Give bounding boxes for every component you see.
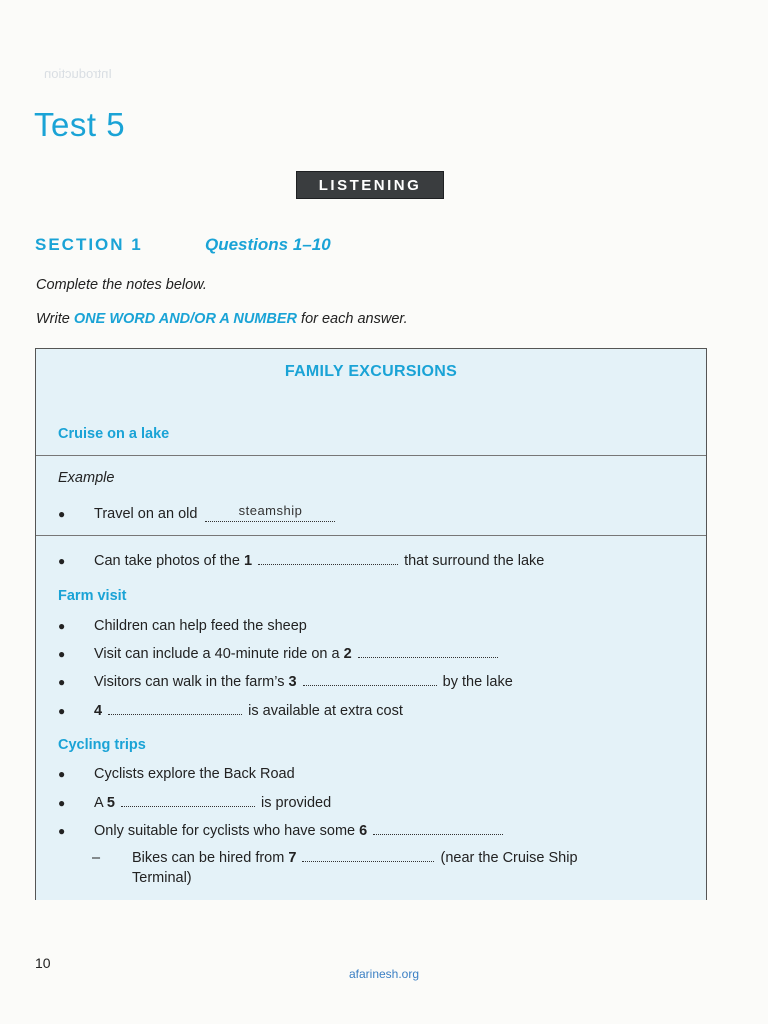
page-number: 10 <box>35 955 51 971</box>
cycling-bullet-1 <box>58 764 295 784</box>
q7-text-post: (near the Cruise Ship <box>440 850 578 866</box>
bullet-dot-icon: ● <box>58 767 66 781</box>
divider-after-example <box>36 535 706 536</box>
section-heading: SECTION 1 <box>35 235 143 254</box>
q2-number: 2 <box>343 646 352 662</box>
instruction-word-limit-emphasis: ONE WORD AND/OR A NUMBER <box>73 311 298 327</box>
instruction-word-limit <box>36 311 408 327</box>
q1-answer-blank[interactable] <box>258 554 398 565</box>
q4-number: 4 <box>94 703 103 719</box>
q7-text-pre: Bikes can be hired from <box>132 850 285 866</box>
listening-badge <box>296 171 444 199</box>
instruction-word-limit-post: for each answer. <box>301 311 408 327</box>
divider-after-cruise-heading <box>36 455 706 456</box>
bullet-dot-icon: ● <box>58 824 66 838</box>
notes-title: FAMILY EXCURSIONS <box>284 363 458 380</box>
q5-text-pre: A <box>94 795 103 811</box>
q7-number: 7 <box>288 850 297 866</box>
q3-text-post: by the lake <box>442 674 513 690</box>
test-title: Test 5 <box>34 106 126 143</box>
q1-text-pre: Can take photos of the <box>94 553 240 569</box>
q7-text-post-line2: Terminal) <box>132 870 192 886</box>
q6-number: 6 <box>359 823 368 839</box>
bullet-dot-icon: ● <box>58 619 66 633</box>
farm-bullet-1-text: Children can help feed the sheep <box>94 618 307 634</box>
q6-answer-blank[interactable] <box>373 824 503 835</box>
q1-number: 1 <box>243 553 253 569</box>
question-1 <box>58 551 544 571</box>
example-answer: steamship <box>205 501 335 522</box>
cruise-heading: Cruise on a lake <box>58 426 170 442</box>
q2-answer-blank[interactable] <box>358 647 498 658</box>
bullet-dot-icon: ● <box>58 675 66 689</box>
notes-box <box>35 348 707 900</box>
q3-answer-blank[interactable] <box>303 675 437 686</box>
bullet-dot-icon: ● <box>58 796 66 810</box>
q2-text-pre: Visit can include a 40-minute ride on a <box>94 646 340 662</box>
bleed-through-text: Introduction <box>44 66 112 81</box>
bullet-dot-icon: ● <box>58 507 66 521</box>
bullet-dot-icon: ● <box>58 647 66 661</box>
dash-mark: – <box>92 850 101 866</box>
example-text: Travel on an old <box>94 506 198 522</box>
question-2 <box>58 644 500 664</box>
question-5 <box>58 793 331 813</box>
example-label: Example <box>58 470 115 486</box>
question-7 <box>92 848 578 888</box>
q1-text-post: that surround the lake <box>404 553 545 569</box>
bullet-dot-icon: ● <box>58 704 66 718</box>
listening-badge-label: LISTENING <box>318 176 422 194</box>
cycling-bullet-1-text: Cyclists explore the Back Road <box>94 766 295 782</box>
q4-answer-blank[interactable] <box>108 704 242 715</box>
farm-heading: Farm visit <box>58 588 127 604</box>
q3-text-pre: Visitors can walk in the farm’s <box>94 674 285 690</box>
q5-text-post: is provided <box>261 795 332 811</box>
question-4 <box>58 701 403 721</box>
footer-url[interactable]: afarinesh.org <box>348 967 420 981</box>
q4-text-post: is available at extra cost <box>248 703 403 719</box>
q5-number: 5 <box>106 795 115 811</box>
example-bullet <box>58 504 335 525</box>
q7-answer-blank[interactable] <box>302 851 434 862</box>
farm-bullet-1 <box>58 616 307 636</box>
q3-number: 3 <box>288 674 297 690</box>
instruction-complete-notes: Complete the notes below. <box>36 277 207 293</box>
questions-heading: Questions 1–10 <box>205 235 331 254</box>
cycling-heading: Cycling trips <box>58 737 146 753</box>
question-3 <box>58 672 513 692</box>
question-6 <box>58 821 505 841</box>
q5-answer-blank[interactable] <box>121 796 255 807</box>
instruction-word-limit-pre: Write <box>36 311 70 327</box>
bullet-dot-icon: ● <box>58 554 66 568</box>
q6-text-pre: Only suitable for cyclists who have some <box>94 823 356 839</box>
